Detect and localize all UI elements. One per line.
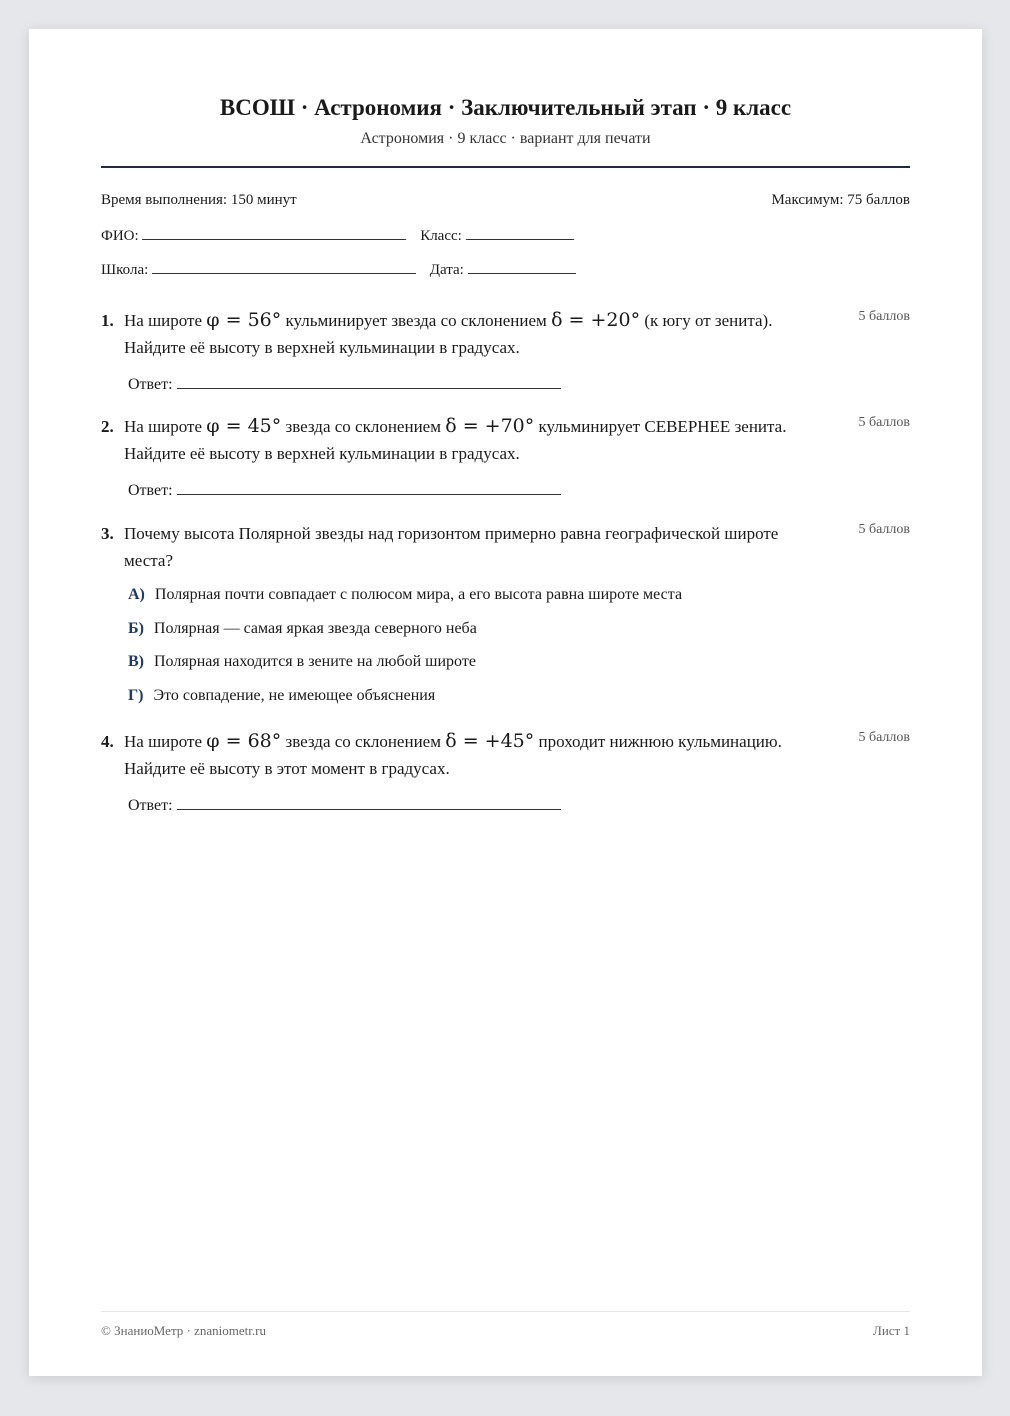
question-number: 1. [101, 311, 114, 330]
question-text-part: На широте [124, 311, 203, 330]
option-text: Это совпадение, не имеющее объяснения [153, 687, 436, 704]
answer-label: Ответ: [128, 482, 173, 499]
question-text [124, 413, 820, 467]
question-text [124, 307, 820, 361]
question-text-part: звезда со склонением [285, 732, 441, 751]
class-label: Класс: [420, 228, 462, 244]
question-text [124, 520, 830, 574]
question-points: 5 баллов [858, 730, 910, 745]
answer-label: Ответ: [128, 797, 173, 814]
math-latitude: φ = 45° [206, 415, 282, 437]
question-text-part: кульминирует СЕВЕРНЕЕ зенита. [538, 417, 787, 436]
fio-field[interactable] [142, 225, 406, 240]
option-a[interactable] [128, 586, 682, 604]
option-c[interactable] [128, 653, 476, 671]
answer-field[interactable] [177, 795, 561, 810]
question-number: 2. [101, 417, 114, 436]
school-label: Школа: [101, 262, 149, 278]
option-letter: Г) [128, 687, 144, 704]
option-d[interactable] [128, 687, 435, 705]
option-text: Полярная почти совпадает с полюсом мира, а его высота равна широте места [154, 586, 683, 603]
question-points: 5 баллов [858, 415, 910, 430]
math-latitude: φ = 56° [206, 309, 282, 331]
option-letter: В) [128, 653, 144, 670]
page-title: ВСОШ · Астрономия · Заключительный этап · 9 класс [219, 95, 792, 120]
fio-class-row [101, 225, 910, 245]
max-score: Максимум: 75 баллов [771, 192, 910, 208]
option-text: Полярная — самая яркая звезда северного неба [153, 620, 477, 637]
question-points: 5 баллов [858, 522, 910, 537]
question-text-part: На широте [124, 732, 203, 751]
question-text-part: кульминирует звезда со склонением [285, 311, 547, 330]
question-text-line2: Найдите её высоту в верхней кульминации в градусах. [124, 338, 520, 357]
footer-divider [101, 1311, 910, 1312]
class-field[interactable] [466, 225, 574, 240]
question-text-line2: места? [124, 551, 173, 570]
question-text-part: На широте [124, 417, 203, 436]
option-text: Полярная находится в зените на любой широте [154, 653, 476, 670]
question-text [124, 728, 820, 782]
math-latitude: φ = 68° [206, 730, 282, 752]
answer-field[interactable] [177, 374, 561, 389]
question-number: 3. [101, 524, 114, 543]
question-text-part: звезда со склонением [285, 417, 441, 436]
question-text-line2: Найдите её высоту в этот момент в градусах. [124, 759, 450, 778]
fio-label: ФИО: [101, 228, 139, 244]
sheet-content [101, 29, 910, 1376]
school-field[interactable] [152, 259, 416, 274]
question-text-part: проходит нижнюю кульминацию. [538, 732, 782, 751]
school-date-row [101, 259, 910, 279]
footer-copyright: © ЗнаниоМетр · znaniometr.ru [101, 1323, 266, 1338]
header-divider [101, 166, 910, 168]
question-text-line1: Почему высота Полярной звезды над горизонтом примерно равна географической широте [124, 524, 779, 543]
question-points: 5 баллов [858, 309, 910, 324]
answer-field[interactable] [177, 480, 561, 495]
option-letter: Б) [128, 620, 144, 637]
option-letter: А) [128, 586, 145, 603]
time-limit: Время выполнения: 150 минут [101, 192, 297, 208]
exam-sheet [29, 29, 982, 1376]
answer-row-4 [128, 795, 561, 815]
date-field[interactable] [468, 259, 576, 274]
math-declination: δ = +45° [445, 730, 535, 752]
page-subtitle: Астрономия · 9 класс · вариант для печати [360, 130, 651, 147]
question-text-line2: Найдите её высоту в верхней кульминации в градусах. [124, 444, 520, 463]
date-label: Дата: [429, 262, 464, 278]
math-declination: δ = +20° [551, 309, 641, 331]
answer-row-2 [128, 480, 561, 500]
question-number: 4. [101, 732, 114, 751]
question-text-part: (к югу от зенита). [644, 311, 773, 330]
math-declination: δ = +70° [445, 415, 535, 437]
answer-label: Ответ: [128, 376, 173, 393]
footer-sheet-number: Лист 1 [873, 1323, 910, 1338]
answer-row-1 [128, 374, 561, 394]
option-b[interactable] [128, 620, 477, 638]
